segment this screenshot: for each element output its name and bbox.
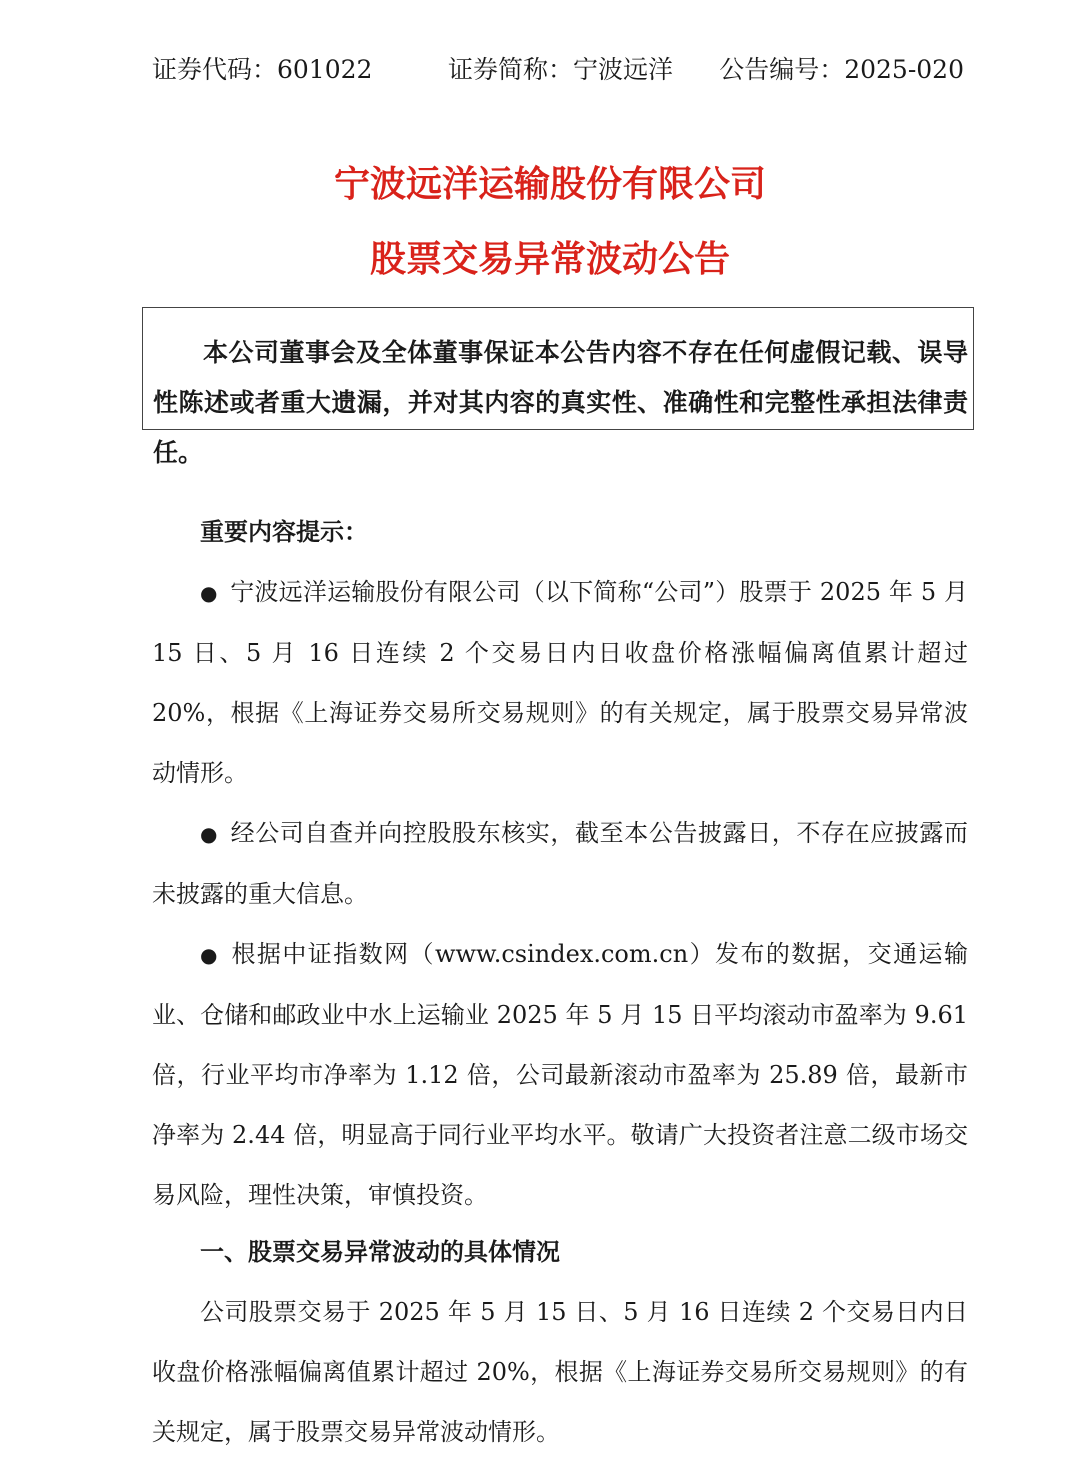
announcement-title: 股票交易异常波动公告 <box>369 239 730 280</box>
board-statement-box <box>142 307 974 467</box>
board-statement-text: 本公司董事会及全体董事保证本公告内容不存在任何虚假记载、误导性陈述或者重大遗漏，并对其内容的真实性、准确性和完整性承担法律责任。 <box>153 338 968 467</box>
important-item-text: 宁波远洋运输股份有限公司（以下简称“公司”）股票于 2025 年 5 月 15 日、5 月 16 日连续 2 个交易日内日收盘价格涨幅偏离值累计超过 20%，根据《上海证券交易所交易规则》的有关规定，属于股票交易异常波动情形。 <box>152 578 968 787</box>
section-1-heading: 一、股票交易异常波动的具体情况 <box>200 1238 560 1266</box>
important-item-text: 经公司自查并向控股股东核实，截至本公告披露日，不存在应披露而未披露的重大信息。 <box>152 819 968 908</box>
important-item <box>152 924 968 1225</box>
bullet-icon: ● <box>200 581 218 605</box>
bullet-icon: ● <box>200 943 218 967</box>
important-item <box>152 803 968 924</box>
section-1 <box>152 1222 968 1462</box>
document-header <box>152 50 964 90</box>
announcement-number: 公告编号：2025-020 <box>719 55 964 84</box>
security-name: 证券简称：宁波远洋 <box>448 55 674 84</box>
bullet-icon: ● <box>200 822 218 846</box>
important-section <box>152 502 968 1225</box>
important-heading: 重要内容提示： <box>200 518 368 546</box>
important-item-text: 根据中证指数网（www.csindex.com.cn）发布的数据，交通运输业、仓储和邮政业中水上运输业 2025 年 5 月 15 日平均滚动市盈率为 9.61 倍，行业平均市净率为 1.12 倍，公司最新滚动市盈率为 25.89 倍，最新市净率为 2.44 倍，明显高于同行业平均水平。敬请广大投资者注意二级市场交易风险，理性决策，审慎投资。 <box>152 940 968 1209</box>
section-1-body: 公司股票交易于 2025 年 5 月 15 日、5 月 16 日连续 2 个交易日内日收盘价格涨幅偏离值累计超过 20%，根据《上海证券交易所交易规则》的有关规定，属于股票交易异常波动情形。 <box>152 1298 968 1446</box>
security-code: 证券代码：601022 <box>152 55 373 84</box>
company-title: 宁波远洋运输股份有限公司 <box>333 164 766 205</box>
important-item <box>152 562 968 803</box>
